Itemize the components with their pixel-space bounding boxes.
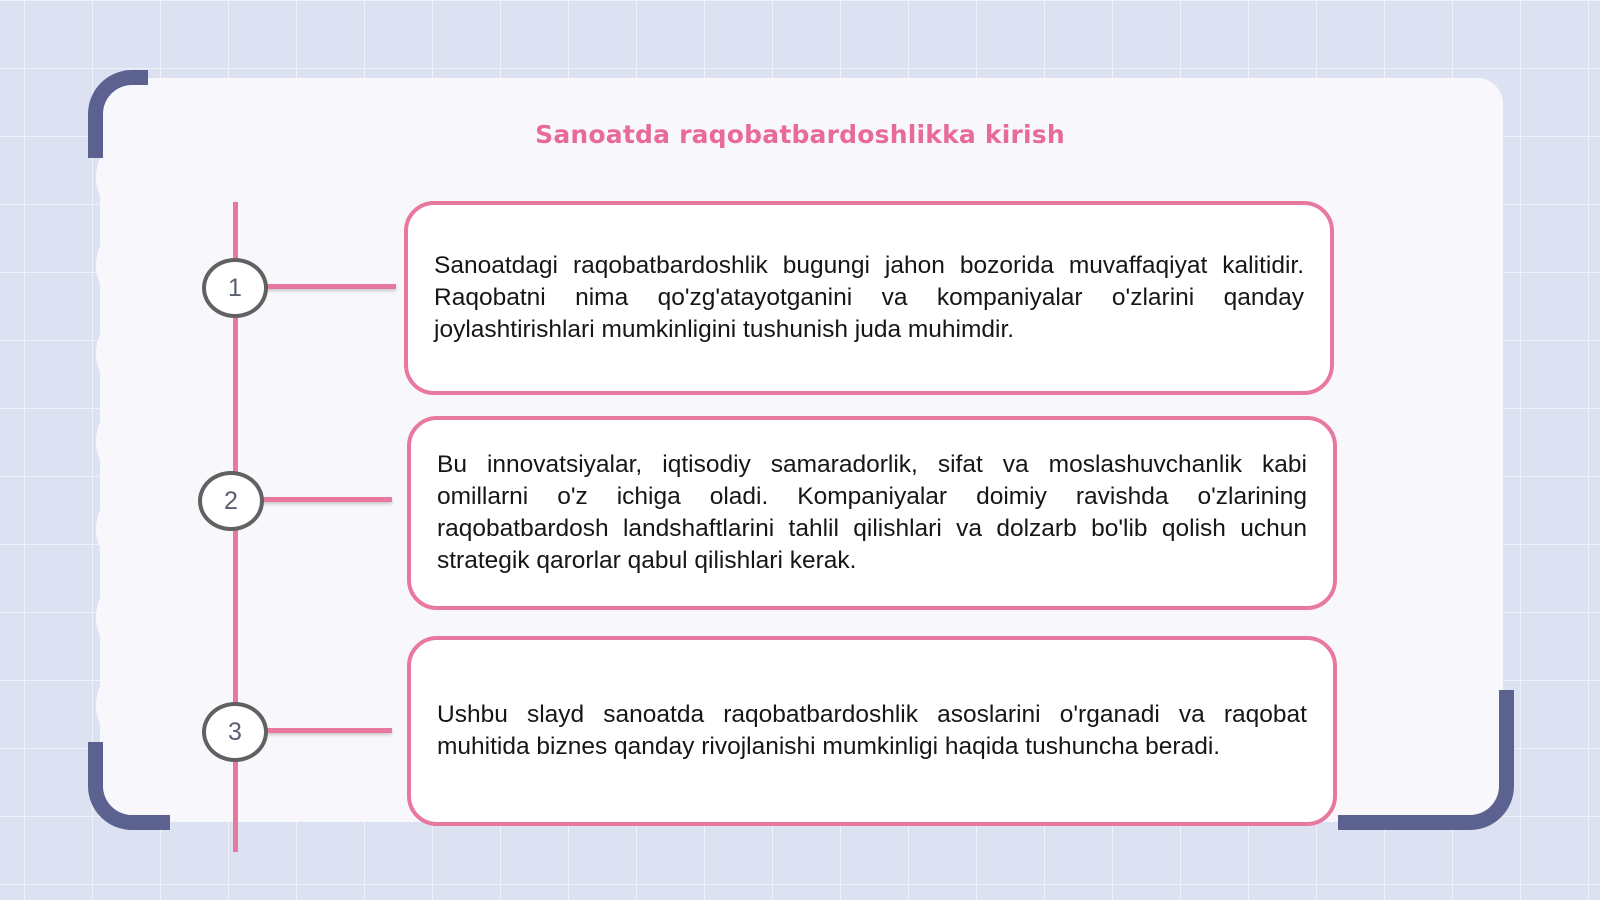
card-scallop <box>96 590 126 644</box>
step-2-card <box>407 416 1337 610</box>
step-2-text: Bu innovatsiyalar, iqtisodiy samaradorlik, sifat va moslashuvchanlik kabi omillarni o'z ichiga oladi. Kompaniyalar doimiy ravishda o'zlarining raqobatbardosh landshaftlarini tahlil qilishlari va dolzarb bo'lib qolish uchun strategik qarorlar qabul qilishlari kerak. <box>437 451 1307 574</box>
card-scallop <box>96 414 126 468</box>
card-scallop <box>96 678 126 732</box>
connector-2 <box>262 497 392 502</box>
step-1-text: Sanoatdagi raqobatbardoshlik bugungi jahon bozorida muvaffaqiyat kalitidir. Raqobatni nima qo'zg'atayotganini va kompaniyalar o'zlarini qanday joylashtirishlari mumkinligini tushunish juda muhimdir. <box>434 252 1304 343</box>
corner-bracket-bottom-left <box>88 742 170 830</box>
card-scallop <box>96 502 126 556</box>
step-1-badge: 1 <box>202 258 268 318</box>
card-scallop <box>96 326 126 380</box>
step-3-badge: 3 <box>202 702 268 762</box>
connector-3 <box>266 728 392 733</box>
slide-title: Sanoatda raqobatbardoshlikka kirish <box>535 120 1065 149</box>
step-2-badge: 2 <box>198 471 264 531</box>
corner-bracket-bottom-right <box>1338 690 1514 830</box>
card-scallop <box>96 150 126 204</box>
step-3-card <box>407 636 1337 826</box>
connector-1 <box>266 284 396 289</box>
card-scallop <box>96 238 126 292</box>
step-1-card <box>404 201 1334 395</box>
step-3-text: Ushbu slayd sanoatda raqobatbardoshlik asoslarini o'rganadi va raqobat muhitida biznes qanday rivojlanishi mumkinligi haqida tushuncha beradi. <box>437 701 1307 760</box>
